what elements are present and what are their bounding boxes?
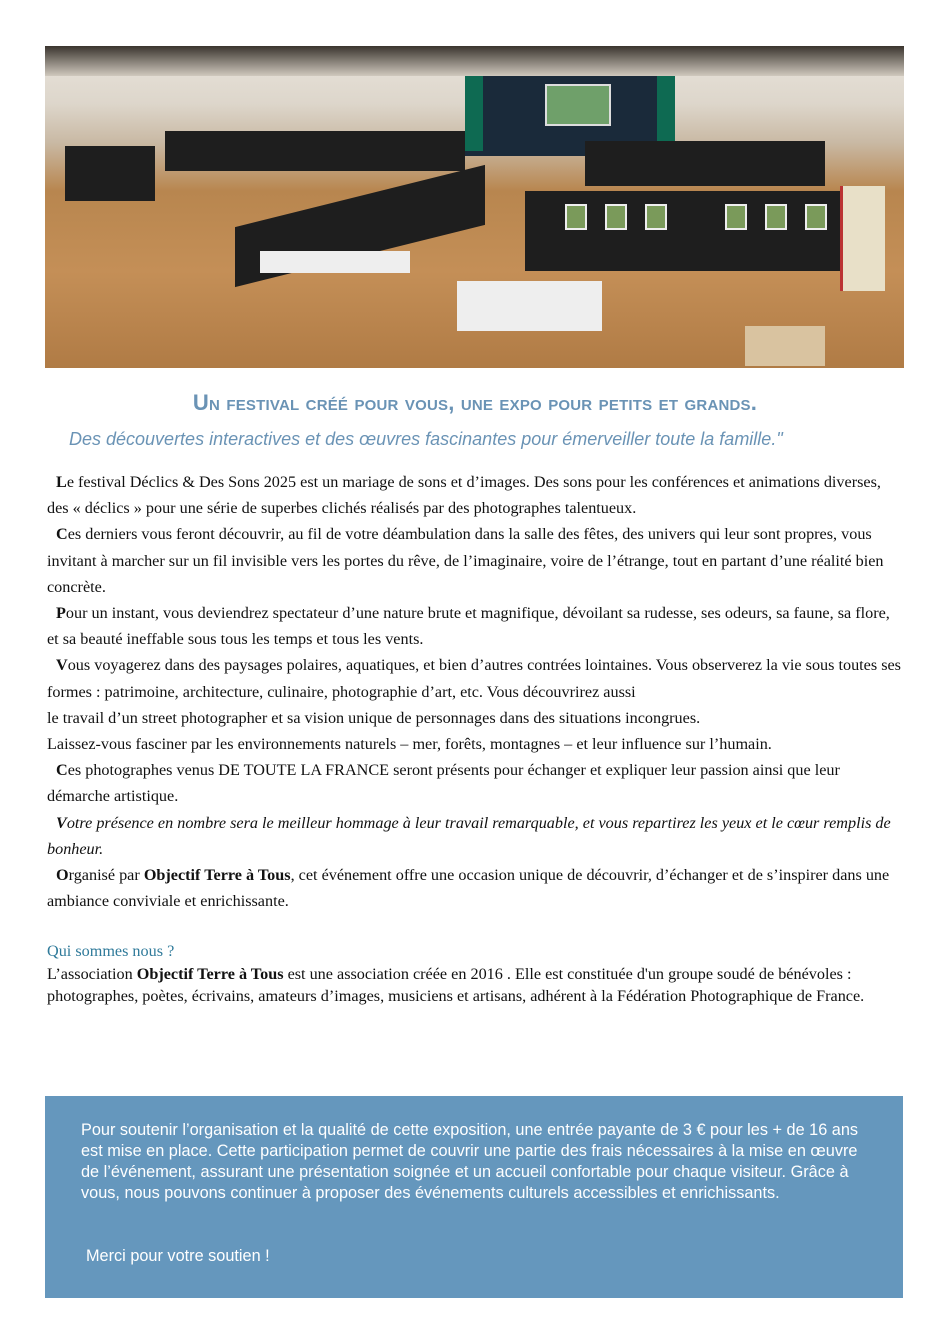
text: es photographes venus DE TOUTE LA FRANCE seront présents pour échanger et expliquer leur passion ainsi que leur démarche artistique. xyxy=(47,761,840,806)
initial: V xyxy=(56,813,67,832)
paragraph xyxy=(47,600,902,652)
support-text: Pour soutenir l’organisation et la qualité de cette exposition, une entrée payante de 3 € pour les + de 16 ans est mise en place. Cette participation permet de couvrir une partie des frais nécessaires à la mise en œuvre de l’événement, assurant une présentation soignée et un accueil confortable pour chaque visiteur. Grâce à vous, nous pouvons continuer à proposer des événements culturels accessibles et enrichissants. xyxy=(81,1121,859,1202)
text: rganisé par xyxy=(68,866,144,885)
photo-frame xyxy=(645,204,667,230)
page-subtitle: Des découvertes interactives et des œuvres fascinantes pour émerveiller toute la famille." xyxy=(69,429,783,449)
exhibit-panel xyxy=(585,141,825,186)
paragraph xyxy=(47,862,902,914)
support-box xyxy=(45,1096,903,1298)
exhibit-panel xyxy=(65,146,155,201)
festival-description xyxy=(47,469,902,914)
curtain xyxy=(657,76,675,151)
text: Laissez-vous fasciner par les environnements naturels – mer, forêts, montagnes – et leur influence sur l’humain. xyxy=(47,735,772,754)
text: L’association xyxy=(47,964,137,983)
initial: V xyxy=(56,656,68,675)
initial: L xyxy=(56,473,67,491)
text: es derniers vous feront découvrir, au fil de votre déambulation dans la salle des fêtes, des univers qui leur sont propres, vous invitant à marcher sur un fil invisible vers les portes du rêve, de l’imaginaire, voire de l’étrange, tout en partant d’une réalité bien concrète. xyxy=(47,525,884,596)
paragraph xyxy=(47,469,902,521)
photo-frame xyxy=(725,204,747,230)
table xyxy=(260,251,410,273)
about-section xyxy=(47,940,902,1008)
paragraph xyxy=(47,757,902,809)
text: , cet événement offre une occasion unique de découvrir, d’échanger et de s’inspirer dans une ambiance conviviale et enrichissante. xyxy=(47,866,890,911)
text: otre présence en nombre sera le meilleur hommage à leur travail remarquable, et vous repartirez les yeux et le cœur remplis de bonheur. xyxy=(47,813,891,858)
photo-frame xyxy=(805,204,827,230)
page-title: Un festival créé pour vous, une expo pour petits et grands. xyxy=(192,390,758,415)
exhibit-panel xyxy=(165,131,465,171)
ceiling xyxy=(45,46,904,76)
text: ous voyagerez dans des paysages polaires, aquatiques, et bien d’autres contrées lointaines. Vous observerez la vie sous toutes ses formes : patrimoine, architecture, culinaire, photographie d’art, etc. Vous découvrirez aussi xyxy=(47,656,901,701)
text: est une association créée en 2016 . Elle est constituée d'un groupe soudé de bénévoles : photographes, poètes, écrivains, amateurs d’images, musiciens et artisans, adhérent à la Fédération Photographique de France. xyxy=(47,964,865,1005)
projection-screen xyxy=(545,84,611,126)
exhibition-hall-photo xyxy=(45,46,904,368)
about-heading: Qui sommes nous ? xyxy=(47,942,175,960)
text: our un instant, vous deviendrez spectateur d’une nature brute et magnifique, dévoilant sa rudesse, ses odeurs, sa faune, sa flore, et sa beauté ineffable sous tous les temps et tous les vents. xyxy=(47,604,890,649)
exhibit-panel xyxy=(525,191,845,271)
paragraph xyxy=(47,810,902,862)
organizer-name: Objectif Terre à Tous xyxy=(136,964,284,983)
photo-frame xyxy=(765,204,787,230)
thanks-text: Merci pour votre soutien ! xyxy=(86,1247,270,1265)
paragraph xyxy=(47,652,902,757)
table xyxy=(745,326,825,366)
initial: O xyxy=(56,866,69,885)
text: e festival Déclics & Des Sons 2025 est un mariage de sons et d’images. Des sons pour les conférences et animations diverses, des « déclics » pour une série de superbes clichés réalisés par des photographes talentueux. xyxy=(47,473,881,518)
organizer-name: Objectif Terre à Tous xyxy=(143,866,291,885)
paragraph xyxy=(47,521,902,600)
initial: P xyxy=(56,604,66,623)
banner xyxy=(840,186,885,291)
table xyxy=(457,281,602,331)
about-text xyxy=(47,963,902,1008)
photo-frame xyxy=(605,204,627,230)
photo-frame xyxy=(565,204,587,230)
curtain xyxy=(465,76,483,151)
initial: C xyxy=(56,761,68,780)
text: le travail d’un street photographer et sa vision unique de personnages dans des situations incongrues. xyxy=(47,708,701,727)
initial: C xyxy=(56,525,68,544)
